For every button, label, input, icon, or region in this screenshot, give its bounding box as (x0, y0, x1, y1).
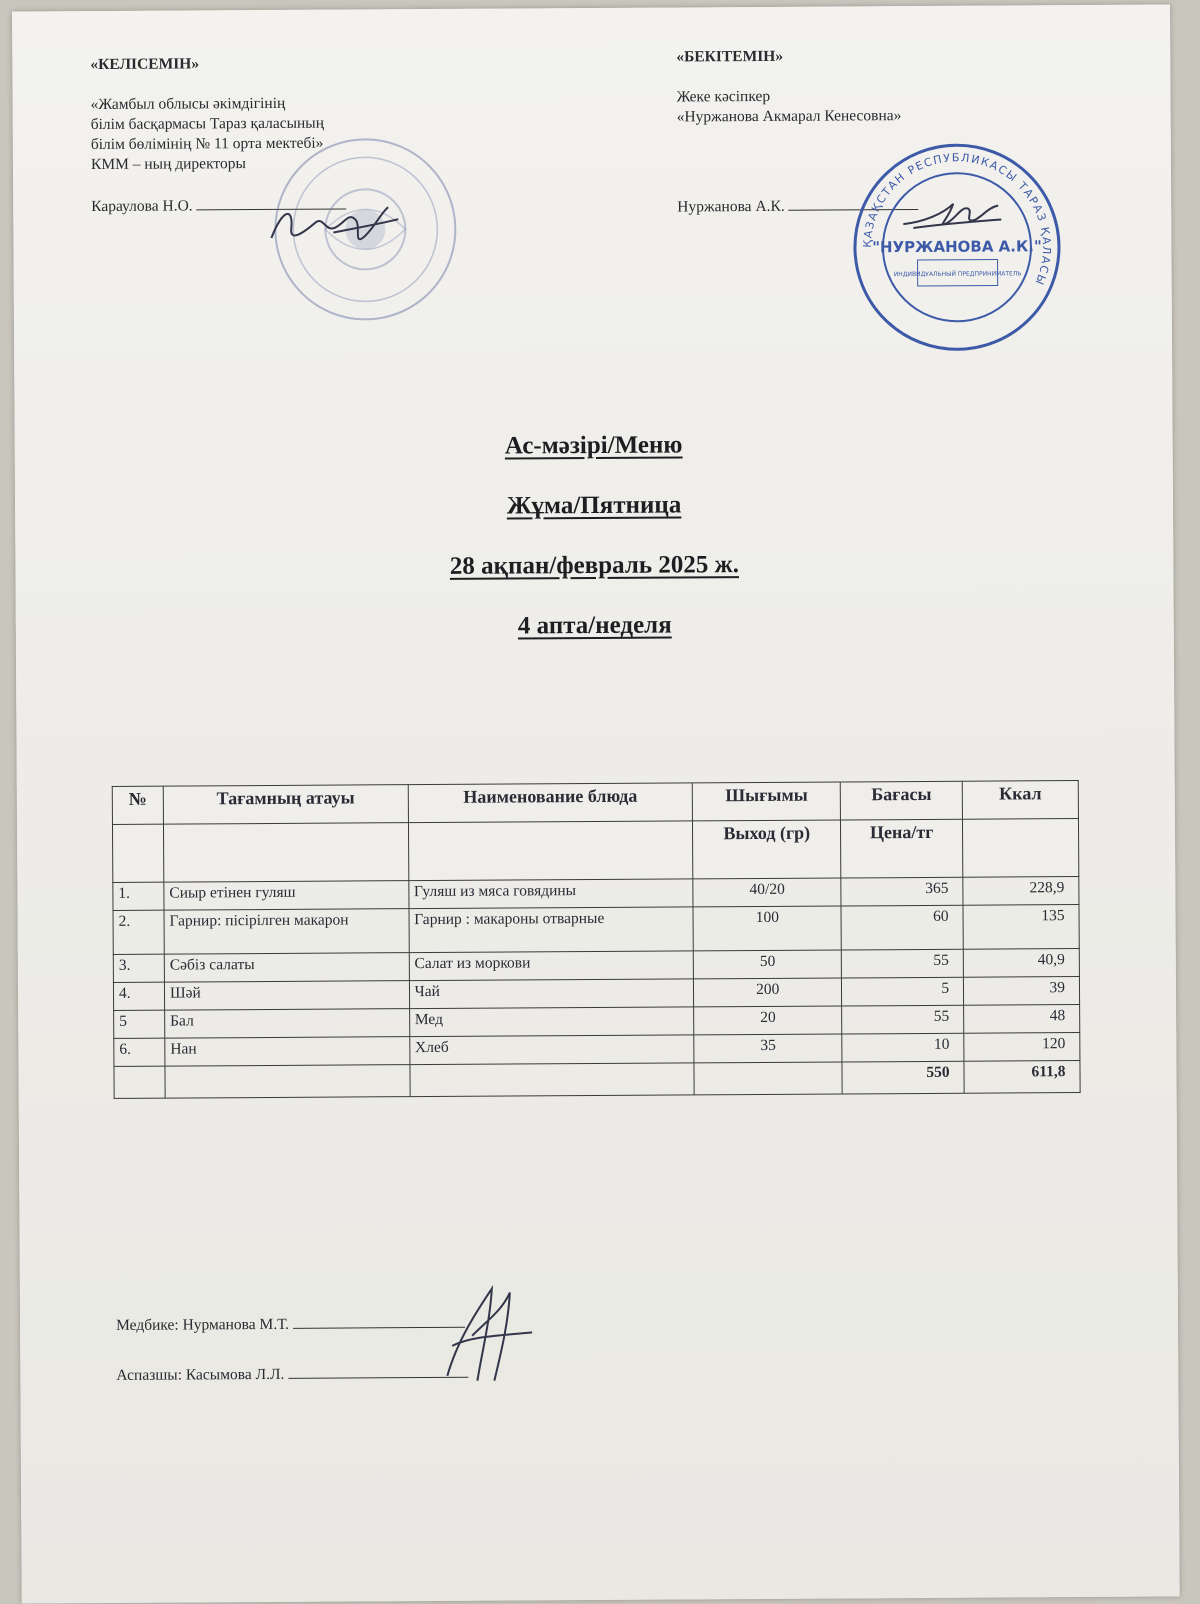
cell-price: 365 (841, 877, 963, 906)
header-price-kz: Бағасы (840, 781, 962, 820)
nurse-cook-signature (432, 1280, 543, 1391)
nurse-name: Медбике: Нурманова М.Т. (115, 1315, 290, 1334)
header-blank (963, 819, 1079, 878)
total-kcal: 611,8 (964, 1061, 1080, 1094)
approval-line: «Жамбыл облысы әкімдігінің (90, 94, 286, 114)
cell-kcal: 228,9 (963, 877, 1079, 906)
cell-price: 10 (842, 1033, 964, 1062)
approval-line: білім басқармасы Тараз қаласының (90, 114, 325, 134)
approval-caption-right: «БЕКІТЕМІН» (676, 47, 784, 66)
cell-name-kz: Шәй (164, 981, 409, 1010)
cell-yield: 35 (694, 1034, 842, 1063)
header-blank (408, 821, 693, 881)
cell-name-kz: Нан (165, 1037, 410, 1066)
cell-name-kz: Сиыр етінен гуляш (164, 881, 409, 910)
stamp-center-name: "НУРЖАНОВА А.К." (872, 237, 1042, 257)
table-total-row (114, 1061, 1080, 1099)
header-yield-kz: Шығымы (693, 782, 841, 821)
header-name-kz: Тағамның атауы (163, 785, 408, 824)
stamp-center-sub: ИНДИВИДУАЛЬНЫЙ ПРЕДПРИНИМАТЕЛЬ (893, 270, 1022, 279)
cell-blank (694, 1062, 842, 1095)
cell-yield: 200 (694, 978, 842, 1007)
header-no: № (112, 786, 163, 824)
cell-name-ru: Хлеб (409, 1035, 694, 1065)
header-kcal: Ккал (962, 781, 1078, 820)
cell-price: 55 (842, 1005, 964, 1034)
entrepreneur-stamp (849, 139, 1065, 355)
cell-no: 6. (114, 1038, 165, 1066)
header-yield-ru: Выход (гр) (693, 820, 841, 879)
menu-title: Ас-мәзірі/Меню (504, 431, 683, 460)
header-price-ru: Цена/тг (841, 819, 963, 878)
cell-no: 4. (113, 982, 164, 1010)
total-price: 550 (842, 1061, 964, 1094)
cell-kcal: 135 (963, 905, 1079, 950)
cell-name-ru: Чай (409, 979, 694, 1009)
cell-kcal: 48 (964, 1005, 1080, 1034)
cell-yield: 100 (693, 906, 841, 951)
menu-week: 4 апта/неделя (517, 611, 672, 640)
entrepreneur-signature (893, 193, 1003, 239)
header-blank (112, 824, 163, 882)
cell-name-ru: Салат из моркови (409, 951, 694, 981)
header-blank (163, 823, 408, 882)
cell-yield: 20 (694, 1006, 842, 1035)
cook-name: Аспазшы: Касымова Л.Л. (116, 1365, 285, 1384)
signer-name-left: Караулова Н.О. (91, 197, 193, 216)
cell-blank (114, 1066, 165, 1098)
header-name-ru: Наименование блюда (408, 783, 693, 823)
menu-day: Жұма/Пятница (506, 491, 682, 520)
cell-blank (410, 1063, 695, 1097)
cook-sign-line (116, 1365, 468, 1385)
cell-name-kz: Сәбіз салаты (164, 953, 409, 982)
stamp-ring-text: ҚАЗАҚСТАН РЕСПУБЛИКАСЫ ТАРАЗ ҚАЛАСЫ (860, 151, 1054, 288)
table-row (113, 905, 1079, 955)
approval-line: КММ – ның директоры (90, 155, 246, 174)
cell-price: 55 (841, 949, 963, 978)
cell-price: 60 (841, 905, 963, 950)
table-header-row (112, 781, 1078, 825)
cell-name-ru: Гарнир : макароны отварные (409, 907, 694, 953)
approval-line: «Нуржанова Акмарал Кенесовна» (676, 107, 902, 126)
signer-name-right: Нуржанова А.К. (677, 197, 785, 216)
cell-no: 2. (113, 910, 164, 954)
nurse-sign-line (116, 1315, 465, 1335)
cell-no: 1. (113, 882, 164, 910)
cell-price: 5 (842, 977, 964, 1006)
approval-line: білім бөлімінің № 11 орта мектебі» (90, 134, 324, 154)
cell-no: 5 (114, 1010, 165, 1038)
cell-yield: 50 (694, 950, 842, 979)
approval-line: Жеке кәсіпкер (676, 87, 771, 106)
director-signature (263, 197, 403, 258)
menu-date: 28 ақпан/февраль 2025 ж. (449, 551, 740, 580)
cell-name-ru: Мед (409, 1007, 694, 1037)
cell-blank (165, 1065, 410, 1098)
cell-kcal: 120 (964, 1033, 1080, 1062)
cell-name-ru: Гуляш из мяса говядины (408, 879, 693, 909)
menu-title-block (15, 428, 1174, 675)
cell-name-kz: Бал (165, 1009, 410, 1038)
cell-no: 3. (113, 954, 164, 982)
table-subheader-row (112, 819, 1078, 883)
menu-table (112, 780, 1081, 1099)
cell-kcal: 39 (964, 977, 1080, 1006)
cell-yield: 40/20 (693, 878, 841, 907)
cell-name-kz: Гарнир: пісірілген макарон (164, 909, 409, 954)
approval-caption-left: «КЕЛІСЕМІН» (90, 55, 200, 74)
cell-kcal: 40,9 (963, 949, 1079, 978)
document-page (12, 4, 1180, 1603)
